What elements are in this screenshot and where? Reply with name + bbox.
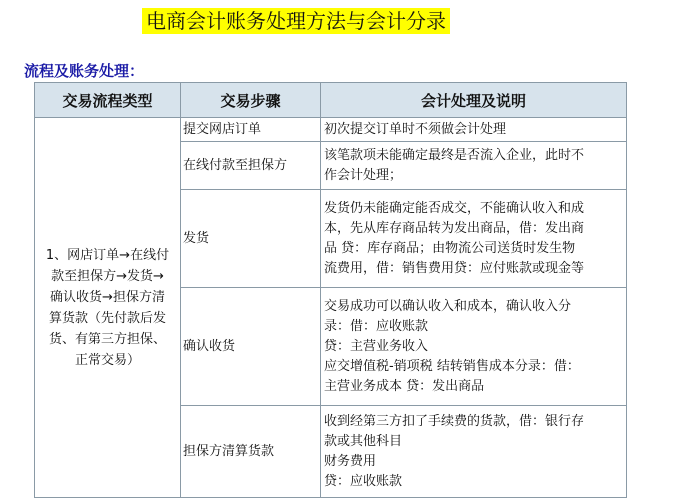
treatment-line: 录：借：应收账款: [324, 318, 429, 334]
treatment-line: 财务费用: [324, 453, 377, 469]
accounting-table: [34, 82, 627, 498]
treatment-line: 收到经第三方扣了手续费的货款，借：银行存: [324, 413, 585, 429]
table-header-row: [35, 83, 627, 118]
step-cell: 确认收货: [181, 288, 321, 406]
transaction-type-cell: [35, 118, 181, 498]
type-line: 款至担保方→发货→: [51, 268, 164, 284]
header-accounting-treatment: 会计处理及说明: [321, 83, 627, 118]
treatment-line: 初次提交订单时不须做会计处理: [324, 121, 507, 137]
treatment-line: 应交增值税-销项税 结转销售成本分录：借：: [324, 358, 580, 374]
treatment-line: 流费用，借：销售费用贷：应付账款或现金等: [324, 260, 585, 276]
treatment-line: 发货仍未能确定能否成交，不能确认收入和成: [324, 200, 585, 216]
header-transaction-step: 交易步骤: [181, 83, 321, 118]
type-line: 货、有第三方担保、: [48, 331, 166, 347]
type-line: 确认收货→担保方清: [50, 289, 165, 305]
treatment-line: 该笔款项未能确定最终是否流入企业，此时不: [324, 147, 585, 163]
step-cell: 担保方清算货款: [181, 406, 321, 498]
type-line: 正常交易）: [74, 352, 140, 368]
treatment-line: 款或其他科目: [324, 433, 403, 449]
section-heading: 流程及账务处理：: [24, 62, 145, 80]
type-line: 算货款（先付款后发: [48, 310, 166, 326]
treatment-line: 品 贷：库存商品；由物流公司送货时发生物: [324, 240, 576, 256]
page-title: 电商会计账务处理方法与会计分录: [142, 8, 450, 34]
treatment-line: 主营业务成本 贷：发出商品: [324, 378, 485, 394]
treatment-cell: [321, 190, 627, 288]
treatment-cell: [321, 118, 627, 142]
treatment-cell: [321, 406, 627, 498]
step-cell: 在线付款至担保方: [181, 142, 321, 190]
step-cell: 提交网店订单: [181, 118, 321, 142]
header-transaction-type: 交易流程类型: [35, 83, 181, 118]
type-line: 1、网店订单→在线付: [45, 247, 170, 263]
treatment-line: 作会计处理；: [324, 167, 403, 183]
treatment-cell: [321, 288, 627, 406]
table-row: [35, 118, 627, 142]
step-cell: 发货: [181, 190, 321, 288]
treatment-line: 交易成功可以确认收入和成本，确认收入分: [324, 298, 572, 314]
treatment-line: 本，先从库存商品转为发出商品，借：发出商: [324, 220, 585, 236]
treatment-line: 贷：应收账款: [324, 473, 403, 489]
treatment-cell: [321, 142, 627, 190]
treatment-line: 贷：主营业务收入: [324, 338, 429, 354]
